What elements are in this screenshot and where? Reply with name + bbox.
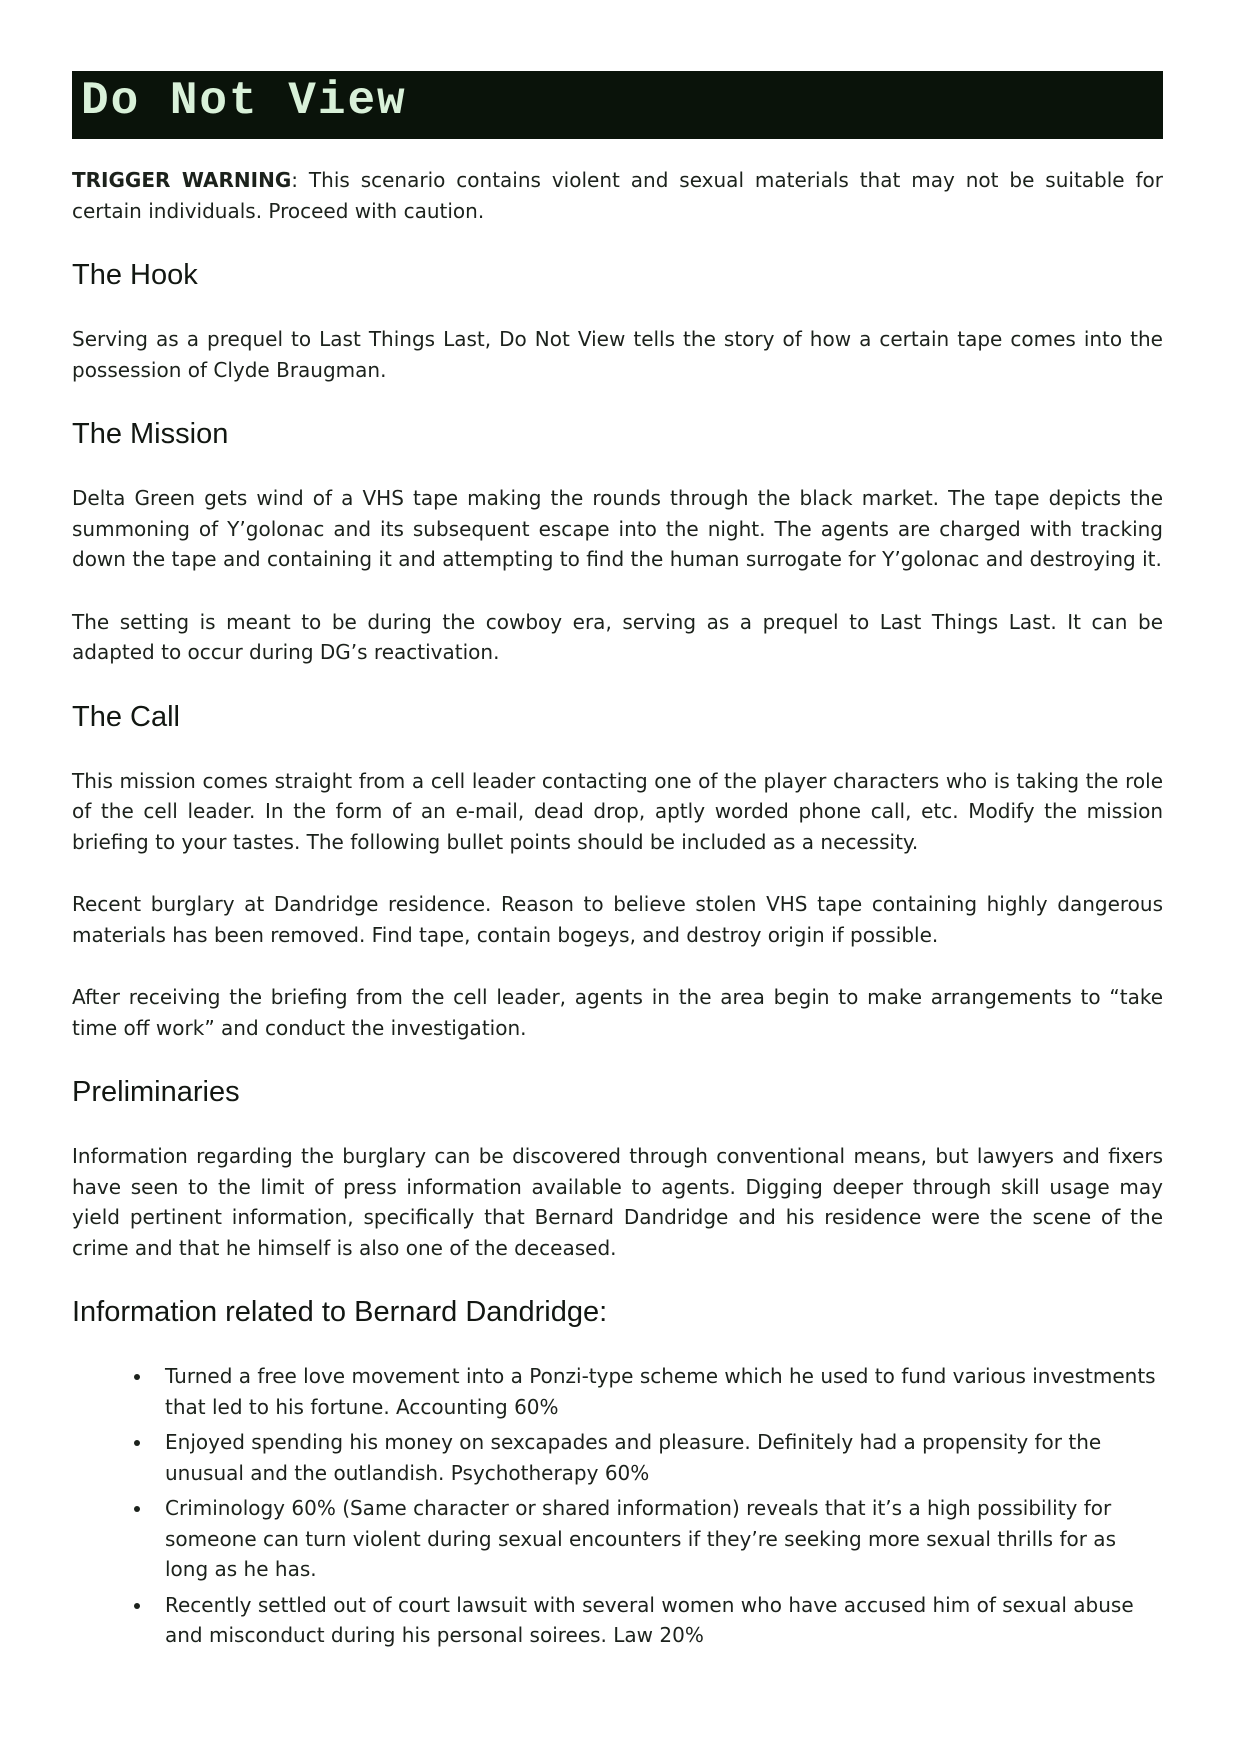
document-body bbox=[72, 165, 1163, 1651]
section-heading-the-call: The Call bbox=[72, 700, 180, 733]
paragraph-call-3: After receiving the briefing from the cell leader, agents in the area begin to make arrangements to “take time off work” and conduct the investigation. bbox=[72, 985, 1163, 1040]
section-heading-the-hook: The Hook bbox=[72, 259, 198, 291]
list-item: • Turned a free love movement into a Ponzi-type scheme which he used to fund various investments that led to his fortune. Accounting 60% bbox=[153, 1361, 1163, 1422]
paragraph-mission-1: Delta Green gets wind of a VHS tape making the rounds through the black market. The tape depicts the summoning of Y’golonac and its subsequent escape into the night. The agents are charged with tracking down the tape and containing it and attempting to find the human surrogate for Y’golonac and destroying it. bbox=[72, 486, 1163, 571]
trigger-warning-label: TRIGGER WARNING bbox=[72, 168, 292, 192]
paragraph-preliminaries-1: Information regarding the burglary can be discovered through conventional means, but lawyers and fixers have seen to the limit of press information available to agents. Digging deeper through skill usage may yield pertinent information, specifically that Bernard Dandridge and his residence were the scene of the crime and that he himself is also one of the deceased. bbox=[72, 1144, 1163, 1260]
document-title-bar bbox=[72, 71, 1163, 139]
paragraph-call-2: Recent burglary at Dandridge residence. Reason to believe stolen VHS tape containing highly dangerous materials has been removed. Find tape, contain bogeys, and destroy origin if possible. bbox=[72, 892, 1163, 947]
paragraph-call-1: This mission comes straight from a cell leader contacting one of the player characters who is taking the role of the cell leader. In the form of an e-mail, dead drop, aptly worded phone call, etc. Modify the mission briefing to your tastes. The following bullet points should be included as a necessity. bbox=[72, 768, 1163, 854]
section-heading-dandridge-info: Information related to Bernard Dandridge: bbox=[72, 1296, 608, 1328]
paragraph-hook-1: Serving as a prequel to Last Things Last, Do Not View tells the story of how a certain tape comes into the possession of Clyde Braugman. bbox=[72, 327, 1163, 382]
trigger-warning-paragraph bbox=[72, 165, 1163, 226]
list-item: • Recently settled out of court lawsuit with several women who have accused him of sexual abuse and misconduct during his personal soirees. Law 20% bbox=[153, 1590, 1163, 1651]
list-item: • Enjoyed spending his money on sexcapades and pleasure. Definitely had a propensity for the unusual and the outlandish. Psychotherapy 60% bbox=[153, 1427, 1163, 1488]
section-heading-preliminaries: Preliminaries bbox=[72, 1076, 240, 1108]
list-item: • Criminology 60% (Same character or shared information) reveals that it’s a high possibility for someone can turn violent during sexual encounters if they’re seeking more sexual thrills for as long as he has. bbox=[153, 1493, 1163, 1585]
section-heading-the-mission: The Mission bbox=[72, 418, 229, 450]
dandridge-info-list bbox=[72, 1361, 1163, 1651]
trigger-warning-text: : This scenario contains violent and sexual materials that may not be suitable for certain individuals. Proceed with caution. bbox=[72, 168, 1164, 223]
document-title: Do Not View bbox=[81, 75, 407, 127]
paragraph-mission-2: The setting is meant to be during the cowboy era, serving as a prequel to Last Things Last. It can be adapted to occur during DG’s reactivation. bbox=[72, 609, 1163, 664]
